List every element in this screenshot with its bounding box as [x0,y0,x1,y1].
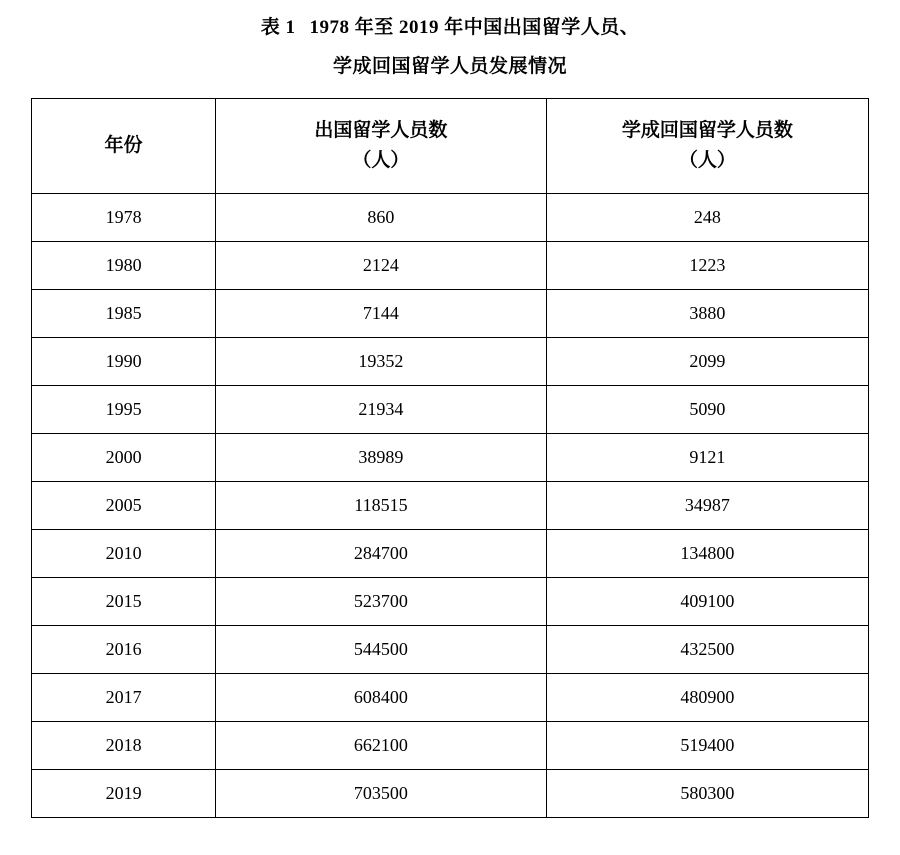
cell-returned: 3880 [546,290,868,338]
cell-year: 1990 [32,338,216,386]
cell-year: 2010 [32,530,216,578]
cell-abroad: 284700 [216,530,547,578]
cell-returned: 519400 [546,722,868,770]
cell-returned: 248 [546,194,868,242]
cell-abroad: 544500 [216,626,547,674]
table-row [32,386,869,434]
column-header-abroad-line-two: （人） [352,150,410,171]
cell-returned: 2099 [546,338,868,386]
table-row [32,338,869,386]
cell-year: 2019 [32,770,216,818]
column-header-returned-line-one: 学成回国留学人员数 [621,119,793,141]
cell-abroad: 2124 [216,242,547,290]
table-caption [0,0,900,76]
cell-returned: 409100 [546,578,868,626]
column-header-returned [546,99,868,194]
cell-year: 2000 [32,434,216,482]
cell-abroad: 662100 [216,722,547,770]
cell-abroad: 608400 [216,674,547,722]
cell-returned: 5090 [546,386,868,434]
caption-text-line-one: 1978 年至 2019 年中国出国留学人员、 [309,17,640,38]
cell-abroad: 19352 [216,338,547,386]
cell-returned: 9121 [546,434,868,482]
cell-abroad: 21934 [216,386,547,434]
caption-line-one [0,18,900,37]
cell-year: 2016 [32,626,216,674]
cell-year: 1985 [32,290,216,338]
cell-abroad: 38989 [216,434,547,482]
table-header [32,99,869,194]
table-row [32,434,869,482]
cell-year: 2005 [32,482,216,530]
cell-year: 2015 [32,578,216,626]
cell-year: 1995 [32,386,216,434]
cell-year: 1978 [32,194,216,242]
cell-abroad: 7144 [216,290,547,338]
table-row [32,578,869,626]
table-row [32,770,869,818]
column-header-returned-line-two: （人） [678,150,736,171]
table-row [32,530,869,578]
table-row [32,722,869,770]
table-row [32,194,869,242]
students-abroad-table [31,98,869,818]
caption-text-line-two: 学成回国留学人员发展情况 [332,56,567,77]
cell-year: 1980 [32,242,216,290]
table-row [32,482,869,530]
caption-label: 表 1 [260,17,296,38]
cell-returned: 580300 [546,770,868,818]
cell-returned: 480900 [546,674,868,722]
cell-returned: 1223 [546,242,868,290]
table-container [31,98,869,818]
column-header-abroad-line-one: 出国留学人员数 [314,119,448,141]
table-row [32,290,869,338]
cell-returned: 432500 [546,626,868,674]
column-header-year-line-one: 年份 [104,134,143,156]
table-header-row [32,99,869,194]
cell-returned: 34987 [546,482,868,530]
column-header-abroad [216,99,547,194]
table-row [32,242,869,290]
cell-abroad: 523700 [216,578,547,626]
cell-returned: 134800 [546,530,868,578]
table-body [32,194,869,818]
cell-year: 2017 [32,674,216,722]
table-row [32,626,869,674]
cell-year: 2018 [32,722,216,770]
cell-abroad: 703500 [216,770,547,818]
table-row [32,674,869,722]
column-header-year [32,99,216,194]
cell-abroad: 118515 [216,482,547,530]
cell-abroad: 860 [216,194,547,242]
